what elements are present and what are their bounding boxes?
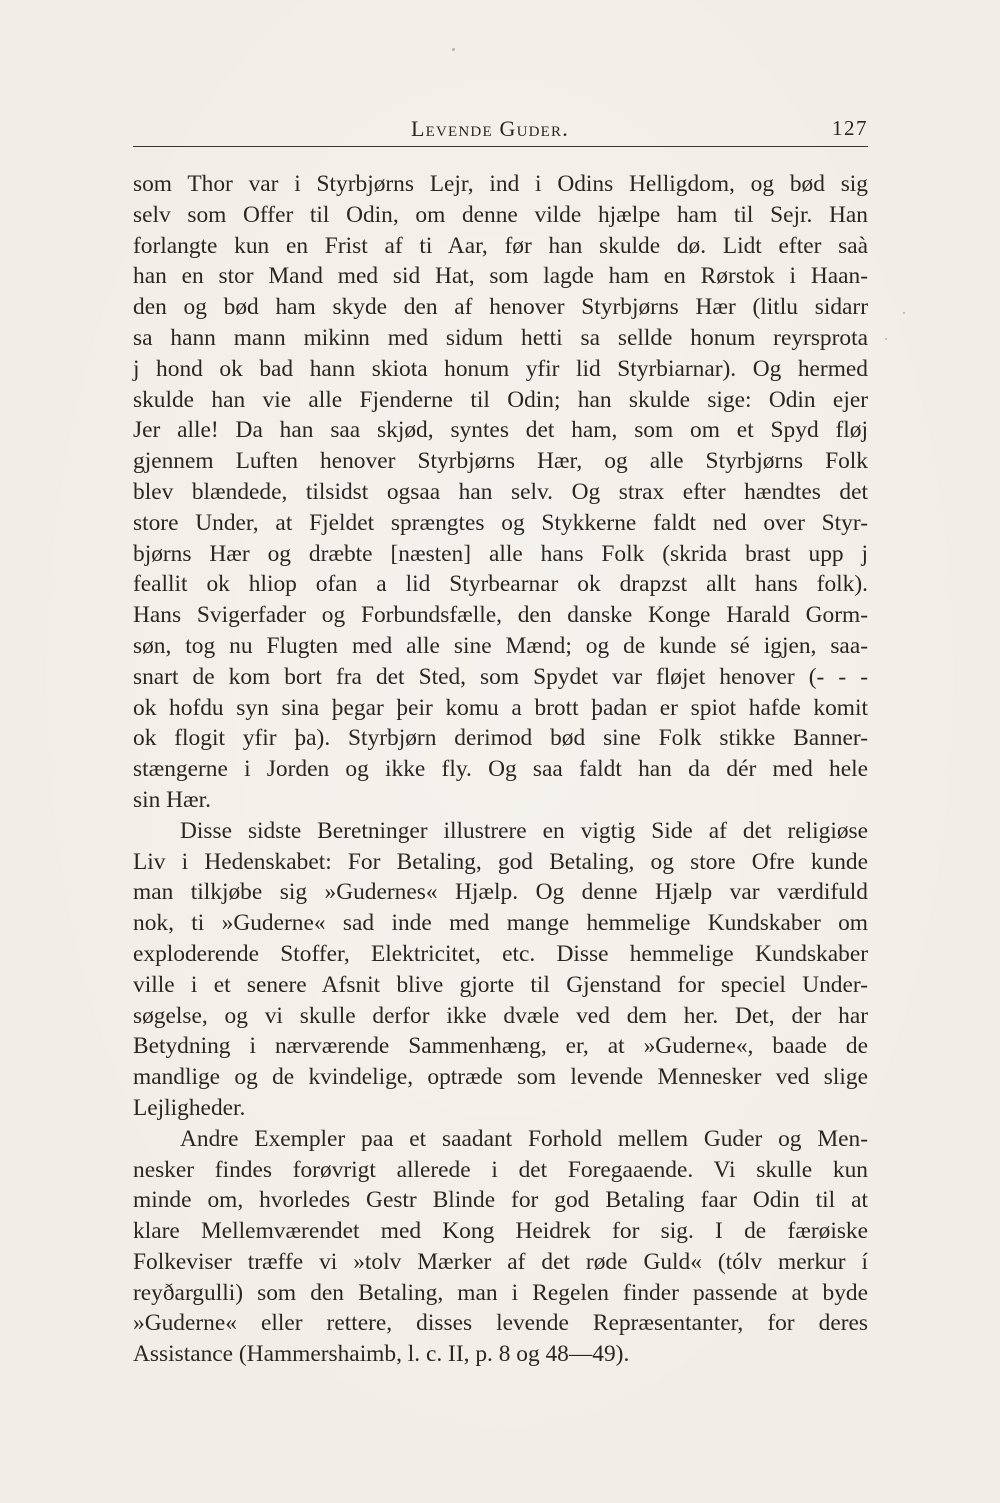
text-line: mandlige og de kvindelige, optræde som levende Mennesker ved slige (133, 1064, 868, 1091)
text-line: ville i et senere Afsnit blive gjorte til Gjenstand for speciel Under- (133, 971, 868, 998)
text-line: Disse sidste Beretninger illustrere en vigtig Side af det religiøse (180, 817, 868, 844)
text-line: Betydning i nærværende Sammenhæng, er, at »Guderne«, baade de (133, 1033, 868, 1060)
page-number: 127 (832, 116, 868, 140)
text-line: feallit ok hliop ofan a lid Styrbearnar ok drapzst allt hans folk). (133, 571, 868, 598)
text-line: som Thor var i Styrbjørns Lejr, ind i Odins Helligdom, og bød sig (133, 171, 868, 197)
text-line: ok flogit yfir þa). Styrbjørn derimod bød sine Folk stikke Banner- (133, 725, 868, 752)
text-line: bjørns Hær og dræbte [næsten] alle hans Folk (skrida brast upp j (133, 540, 868, 567)
text-line: søn, tog nu Flugten med alle sine Mænd; og de kunde sé igjen, saa- (133, 632, 868, 659)
text-line: man tilkjøbe sig »Gudernes« Hjælp. Og denne Hjælp var værdifuld (133, 879, 868, 906)
text-line: stængerne i Jorden og ikke fly. Og saa faldt han da dér med hele (133, 756, 868, 783)
text-line: Jer alle! Da han saa skjød, syntes det ham, som om et Spyd fløj (133, 417, 868, 444)
text-line: »Guderne« eller rettere, disses levende Repræsentanter, for deres (133, 1310, 868, 1337)
running-title: Levende Guder. (411, 116, 569, 141)
text-line: Hans Svigerfader og Forbundsfælle, den danske Konge Harald Gorm- (133, 602, 868, 629)
paper-speck (885, 338, 887, 340)
text-line: søgelse, og vi skulle derfor ikke dvæle ved dem her. Det, der har (133, 1002, 868, 1029)
text-line: nesker findes forøvrigt allerede i det Foregaaende. Vi skulle kun (133, 1156, 868, 1183)
text-line: han en stor Mand med sid Hat, som lagde ham en Rørstok i Haan- (133, 263, 868, 290)
paper-speck (452, 48, 455, 51)
text-line: snart de kom bort fra det Sted, som Spydet var fløjet henover (- - - (133, 663, 868, 690)
text-line: exploderende Stoffer, Elektricitet, etc. Disse hemmelige Kundskaber (133, 940, 868, 967)
text-line: j hond ok bad hann skiota honum yfir lid Styrbiarnar). Og hermed (133, 355, 868, 382)
text-line: Folkeviser træffe vi »tolv Mærker af det røde Guld« (tólv merkur í (133, 1248, 868, 1275)
paper-speck (903, 312, 905, 314)
text-line: sa hann mann mikinn med sidum hetti sa sellde honum reyrsprota (133, 324, 868, 351)
text-line: reyðargulli) som den Betaling, man i Regelen finder passende at byde (133, 1279, 868, 1306)
text-line: ok hofdu syn sina þegar þeir komu a brott þadan er spiot hafde komit (133, 694, 868, 721)
text-line: den og bød ham skyde den af henover Styrbjørns Hær (litlu sidarr (133, 294, 868, 321)
text-line: blev blændede, tilsidst ogsaa han selv. Og strax efter hændtes det (133, 478, 868, 505)
text-line: Liv i Hedenskabet: For Betaling, god Betaling, og store Ofre kunde (133, 848, 868, 875)
text-line: store Under, at Fjeldet sprængtes og Stykkerne faldt ned over Styr- (133, 509, 868, 536)
text-line: Assistance (Hammershaimb, l. c. II, p. 8 og 48—49). (133, 1341, 630, 1368)
text-line: sin Hær. (133, 786, 211, 813)
text-line: minde om, hvorledes Gestr Blinde for god Betaling faar Odin til at (133, 1187, 868, 1214)
text-line: skulde han vie alle Fjenderne til Odin; han skulde sige: Odin ejer (133, 386, 868, 413)
text-line: selv som Offer til Odin, om denne vilde hjælpe ham til Sejr. Han (133, 201, 868, 228)
text-line: nok, ti »Guderne« sad inde med mange hemmelige Kundskaber om (133, 910, 868, 937)
text-line: forlangte kun en Frist af ti Aar, før han skulde dø. Lidt efter saà (133, 232, 868, 259)
text-line: gjennem Luften henover Styrbjørns Hær, og alle Styrbjørns Folk (133, 448, 868, 475)
body-text (133, 169, 868, 1370)
text-line: klare Mellemværendet med Kong Heidrek for sig. I de færøiske (133, 1218, 868, 1245)
text-line: Lejligheder. (133, 1094, 246, 1121)
page-header (133, 114, 868, 147)
text-line: Andre Exempler paa et saadant Forhold mellem Guder og Men- (180, 1125, 868, 1152)
